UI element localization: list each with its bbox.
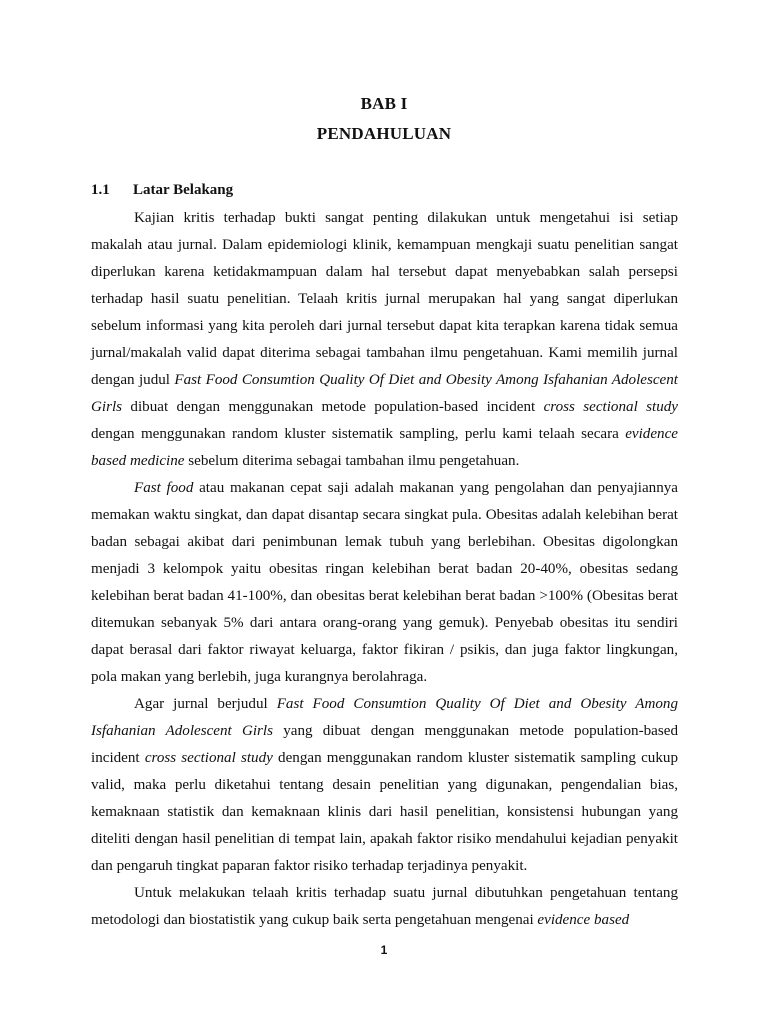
chapter-number: BAB I — [360, 94, 408, 113]
text-run: dibuat dengan menggunakan metode population-based incident — [122, 399, 544, 415]
body-text — [91, 205, 678, 934]
paragraph — [91, 691, 678, 880]
text-run: Untuk melakukan telaah kritis terhadap suatu jurnal dibutuhkan pengetahuan tentang metodologi dan biostatistik yang cukup baik serta pengetahuan mengenai — [91, 885, 678, 928]
paragraph — [91, 880, 678, 934]
text-run: yang dibuat dengan menggunakan metode population-based incident — [91, 723, 678, 766]
italic-text: Fast Food Consumtion Quality Of Diet and Obesity Among Isfahanian Adolescent Girls — [91, 696, 679, 739]
chapter-title: PENDAHULUAN — [316, 124, 452, 143]
italic-text: Fast food — [134, 480, 194, 496]
page-number: 1 — [380, 943, 388, 957]
section-heading — [91, 182, 233, 199]
italic-text: cross sectional study — [144, 750, 273, 766]
section-number: 1.1 — [91, 182, 110, 198]
section-title: Latar Belakang — [133, 182, 234, 198]
paragraph — [91, 475, 678, 691]
italic-text: Fast Food Consumtion Quality Of Diet and Obesity Among Isfahanian Adolescent Girls — [91, 372, 678, 415]
text-run: dengan menggunakan random kluster sistematik sampling, perlu kami telaah secara — [91, 426, 626, 442]
text-run: atau makanan cepat saji adalah makanan yang pengolahan dan penyajiannya memakan waktu singkat, dan dapat disantap secara singkat pula. Obesitas adalah kelebihan berat badan sebagai akibat dari penimbunan lemak tubuh yang berlebihan. Obesitas digolongkan menjadi 3 kelompok yaitu obesitas ringan kelebihan berat badan 20-40%, obesitas sedang kelebihan berat badan 41-100%, dan obesitas berat kelebihan berat badan >100% (Obesitas berat ditemukan sebanyak 5% dari antara orang-orang yang gemuk). Penyebab obesitas itu sendiri dapat berasal dari faktor riwayat keluarga, faktor fikiran / psikis, dan juga faktor lingkungan, pola makan yang berlebih, juga kurangnya berolahraga. — [91, 480, 678, 685]
italic-text: cross sectional study — [543, 399, 678, 415]
text-run: dengan menggunakan random kluster sistematik sampling cukup valid, maka perlu diketahui tentang desain penelitian yang digunakan, pengendalian bias, kemaknaan statistik dan kemaknaan klinis dari hasil penelitian, konsistensi hubungan yang diteliti dengan hasil penelitian di tempat lain, apakah faktor risiko mendahului kejadian penyakit dan pengaruh tingkat paparan faktor risiko terhadap terjadinya penyakit. — [91, 750, 678, 874]
paragraph — [91, 205, 678, 475]
text-run: Agar jurnal berjudul — [134, 696, 277, 712]
italic-text: evidence based — [537, 912, 630, 928]
italic-text: evidence based medicine — [91, 426, 678, 469]
text-run: sebelum diterima sebagai tambahan ilmu pengetahuan. — [184, 453, 520, 469]
text-run: Kajian kritis terhadap bukti sangat penting dilakukan untuk mengetahui isi setiap makalah atau jurnal. Dalam epidemiologi klinik, kemampuan mengkaji suatu penelitian sangat diperlukan karena ketidakmampuan dalam hal tersebut dapat menyebabkan salah persepsi terhadap hasil suatu penelitian. Telaah kritis jurnal merupakan hal yang sangat diperlukan sebelum informasi yang kita peroleh dari jurnal tersebut dapat kita terapkan karena tidak semua jurnal/makalah valid dapat diterima sebagai tambahan ilmu pengetahuan. Kami memilih jurnal dengan judul — [91, 210, 678, 388]
